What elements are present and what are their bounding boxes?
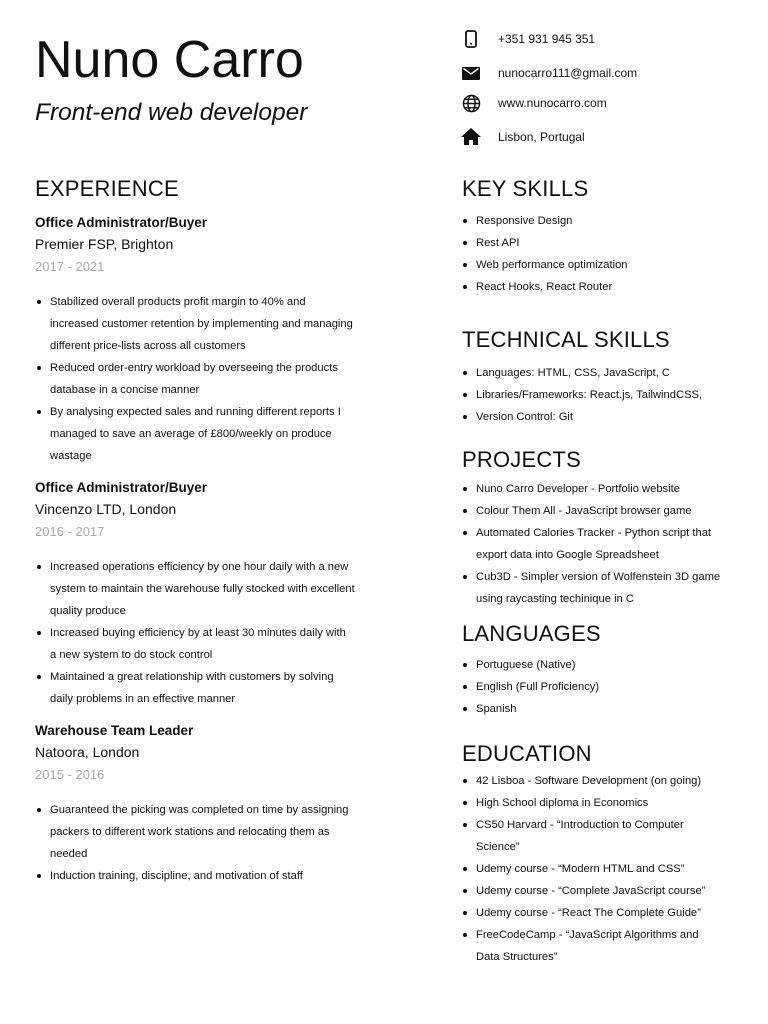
job-entry	[35, 722, 355, 887]
list-item: High School diploma in Economics	[462, 792, 712, 814]
list-item: Rest API	[462, 232, 752, 254]
experience-heading: EXPERIENCE	[35, 176, 179, 201]
job-title: Office Administrator/Buyer	[35, 480, 208, 495]
phone-text: +351 931 945 351	[498, 32, 596, 46]
job-dates: 2016 - 2017	[35, 524, 105, 539]
job-dates: 2015 - 2016	[35, 767, 105, 782]
key-skills-heading: KEY SKILLS	[462, 176, 589, 201]
list-item: Automated Calories Tracker - Python script that export data into Google Spreadsheet	[462, 522, 742, 566]
projects-heading: PROJECTS	[462, 447, 581, 472]
education-list	[462, 770, 712, 968]
home-icon	[460, 126, 482, 148]
job-bullet: Increased buying efficiency by at least 30 minutes daily with a new system to do stock control	[35, 622, 355, 666]
languages-heading: LANGUAGES	[462, 621, 601, 646]
list-item: Responsive Design	[462, 210, 752, 232]
job-title: Warehouse Team Leader	[35, 723, 194, 738]
job-bullet: Maintained a great relationship with customers by solving daily problems in an effective manner	[35, 666, 355, 710]
contact-email	[460, 62, 637, 84]
list-item: Udemy course - “Complete JavaScript course”	[462, 880, 712, 902]
list-item: Colour Them All - JavaScript browser game	[462, 500, 742, 522]
list-item: 42 Lisboa - Software Development (on going)	[462, 770, 712, 792]
job-dates: 2017 - 2021	[35, 259, 105, 274]
list-item: Portuguese (Native)	[462, 654, 752, 676]
list-item: Version Control: Git	[462, 406, 752, 428]
list-item: Nuno Carro Developer - Portfolio website	[462, 478, 742, 500]
languages-list	[462, 654, 752, 720]
job-entry	[35, 479, 355, 710]
contact-location	[460, 126, 585, 148]
list-item: CS50 Harvard - “Introduction to Computer Science”	[462, 814, 712, 858]
phone-icon	[460, 28, 482, 50]
list-item: Languages: HTML, CSS, JavaScript, C	[462, 362, 752, 384]
list-item: Udemy course - “React The Complete Guide”	[462, 902, 712, 924]
technical-skills-list	[462, 362, 752, 428]
technical-skills-heading: TECHNICAL SKILLS	[462, 327, 670, 352]
job-bullet: Guaranteed the picking was completed on time by assigning packers to different work stations and relocating them as needed	[35, 799, 355, 865]
job-company: Natoora, London	[35, 744, 140, 760]
candidate-name: Nuno Carro	[35, 31, 304, 89]
list-item: English (Full Proficiency)	[462, 676, 752, 698]
email-text: nunocarro111@gmail.com	[498, 66, 638, 80]
list-item: Libraries/Frameworks: React.js, TailwindCSS,	[462, 384, 752, 406]
job-bullet: Stabilized overall products profit margin to 40% and increased customer retention by implementing and managing different price-lists across all customers	[35, 291, 355, 357]
job-entry	[35, 214, 355, 467]
website-text: www.nunocarro.com	[498, 96, 607, 110]
list-item: Web performance optimization	[462, 254, 752, 276]
job-title: Office Administrator/Buyer	[35, 215, 208, 230]
contact-phone	[460, 28, 595, 50]
list-item: Cub3D - Simpler version of Wolfenstein 3D game using raycasting techinique in C	[462, 566, 742, 610]
job-role: Front-end web developer	[35, 99, 308, 126]
mail-icon	[460, 62, 482, 84]
location-text: Lisbon, Portugal	[498, 130, 585, 144]
job-bullet: By analysing expected sales and running different reports I managed to save an average of £800/weekly on produce wastage	[35, 401, 355, 467]
globe-icon	[460, 92, 482, 114]
job-bullet: Increased operations efficiency by one hour daily with a new system to maintain the warehouse fully stocked with excellent quality produce	[35, 556, 355, 622]
job-company: Vincenzo LTD, London	[35, 501, 177, 517]
experience-list	[35, 214, 355, 899]
list-item: Spanish	[462, 698, 752, 720]
list-item: React Hooks, React Router	[462, 276, 752, 298]
list-item: FreeCodeCamp - “JavaScript Algorithms and Data Structures”	[462, 924, 712, 968]
key-skills-list	[462, 210, 752, 298]
job-bullet: Induction training, discipline, and motivation of staff	[35, 865, 355, 887]
job-company: Premier FSP, Brighton	[35, 236, 174, 252]
education-heading: EDUCATION	[462, 741, 592, 766]
job-bullet: Reduced order-entry workload by overseeing the products database in a concise manner	[35, 357, 355, 401]
contact-website	[460, 92, 607, 114]
projects-list	[462, 478, 742, 610]
list-item: Udemy course - “Modern HTML and CSS”	[462, 858, 712, 880]
